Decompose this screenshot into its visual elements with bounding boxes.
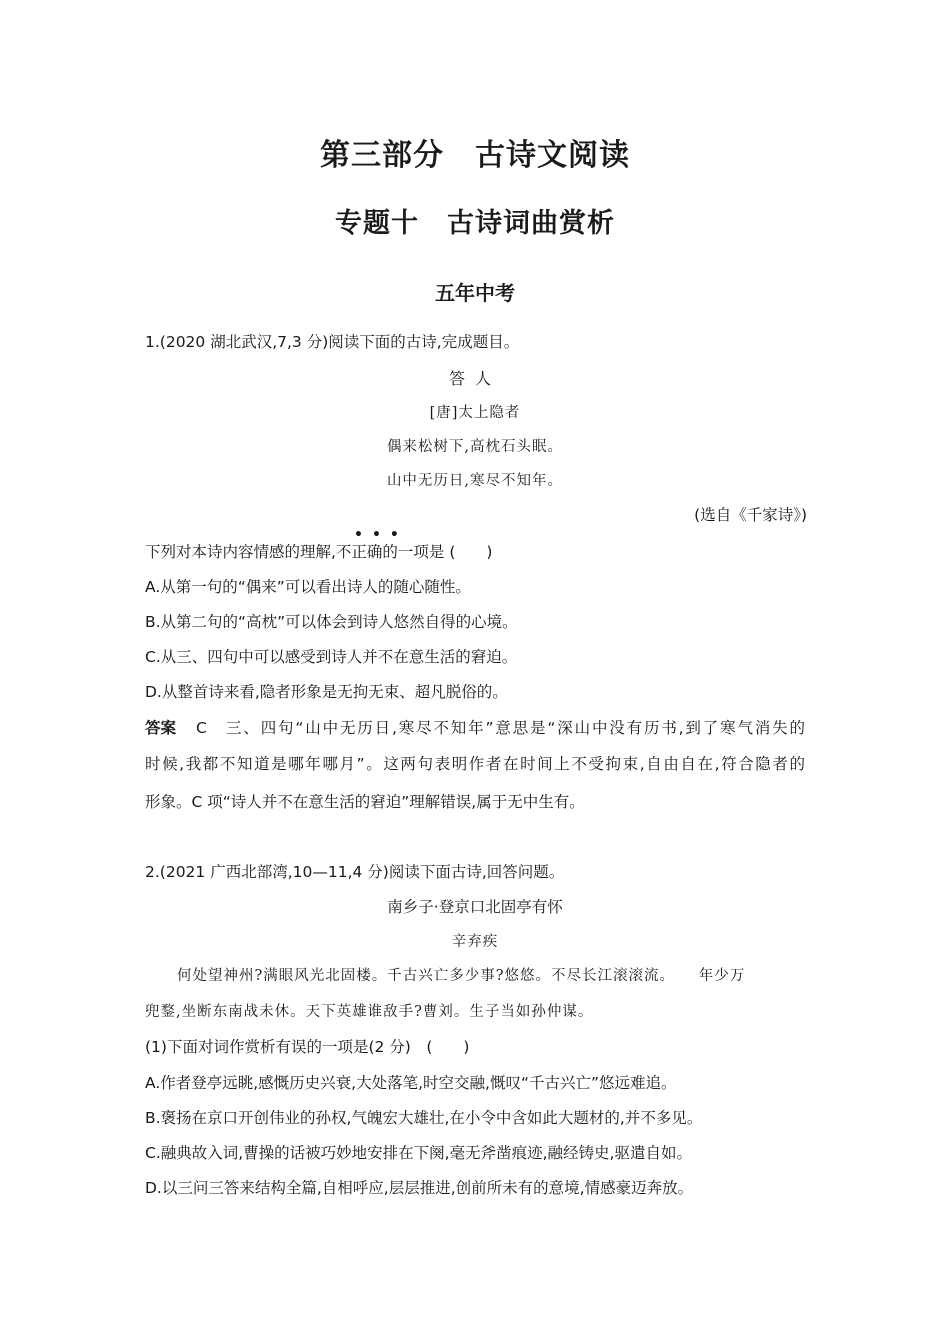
answer-text: C 三、四句“山中无历日,寒尽不知年”意思是“深山中没有历书,到了寒气消失的 (196, 719, 805, 737)
q2-option-b: B.褒扬在京口开创伟业的孙权,气魄宏大雄壮,在小令中含如此大题材的,并不多见。 (145, 1109, 703, 1127)
q2-poem-author: 辛弃疾 (451, 934, 499, 950)
q1-poem-source: (选自《千家诗》) (694, 506, 807, 524)
q1-question: 下列对本诗内容情感的理解,不正确的一项是 ( ) (145, 543, 493, 561)
q1-poem-line: 偶来松树下,高枕石头眠。 (386, 439, 564, 455)
q1-option-a: A.从第一句的“偶来”可以看出诗人的随心随性。 (145, 578, 471, 596)
q2-poem-line: 何处望神州?满眼风光北固楼。千古兴亡多少事?悠悠。不尽长江滚滚流。 年少万 (177, 968, 746, 984)
section-title: 五年中考 (435, 281, 515, 305)
q1-answer-line: 时候,我都不知道是哪年哪月”。这两句表明作者在时间上不受拘束,自由自在,符合隐者的 (145, 755, 805, 773)
q2-stem: 2.(2021 广西北部湾,10—11,4 分)阅读下面古诗,回答问题。 (145, 863, 565, 881)
q1-poem-line: 山中无历日,寒尽不知年。 (386, 473, 564, 489)
q1-option-c: C.从三、四句中可以感受到诗人并不在意生活的窘迫。 (145, 648, 518, 666)
q1-answer-line: 形象。C 项“诗人并不在意生活的窘迫”理解错误,属于无中生有。 (145, 793, 585, 811)
emphasis-dots: ••• (354, 527, 408, 543)
q2-poem-title: 南乡子·登京口北固亭有怀 (387, 898, 563, 916)
answer-label: 答案 (145, 719, 177, 737)
q2-sub-question: (1)下面对词作赏析有误的一项是(2 分) ( ) (145, 1038, 470, 1056)
q1-option-b: B.从第二句的“高枕”可以体会到诗人悠然自得的心境。 (145, 613, 518, 631)
q1-stem: 1.(2020 湖北武汉,7,3 分)阅读下面的古诗,完成题目。 (145, 333, 520, 351)
q2-option-a: A.作者登亭远眺,感慨历史兴衰,大处落笔,时空交融,慨叹“千古兴亡”悠远难追。 (145, 1074, 677, 1092)
part-title: 第三部分 古诗文阅读 (320, 138, 630, 173)
q1-answer-line (145, 716, 805, 738)
q1-poem-author: [唐]太上隐者 (429, 405, 521, 421)
q2-option-d: D.以三问三答来结构全篇,自相呼应,层层推进,创前所未有的意境,情感豪迈奔放。 (145, 1179, 694, 1197)
q1-poem-title: 答人 (448, 369, 501, 388)
q2-poem-line: 兜鍪,坐断东南战未休。天下英雄谁敌手?曹刘。生子当如孙仲谋。 (145, 1004, 594, 1020)
q1-option-d: D.从整首诗来看,隐者形象是无拘无束、超凡脱俗的。 (145, 683, 508, 701)
topic-title: 专题十 古诗词曲赏析 (335, 208, 615, 239)
q2-option-c: C.融典故入词,曹操的话被巧妙地安排在下阕,毫无斧凿痕迹,融经铸史,驱遣自如。 (145, 1144, 692, 1162)
